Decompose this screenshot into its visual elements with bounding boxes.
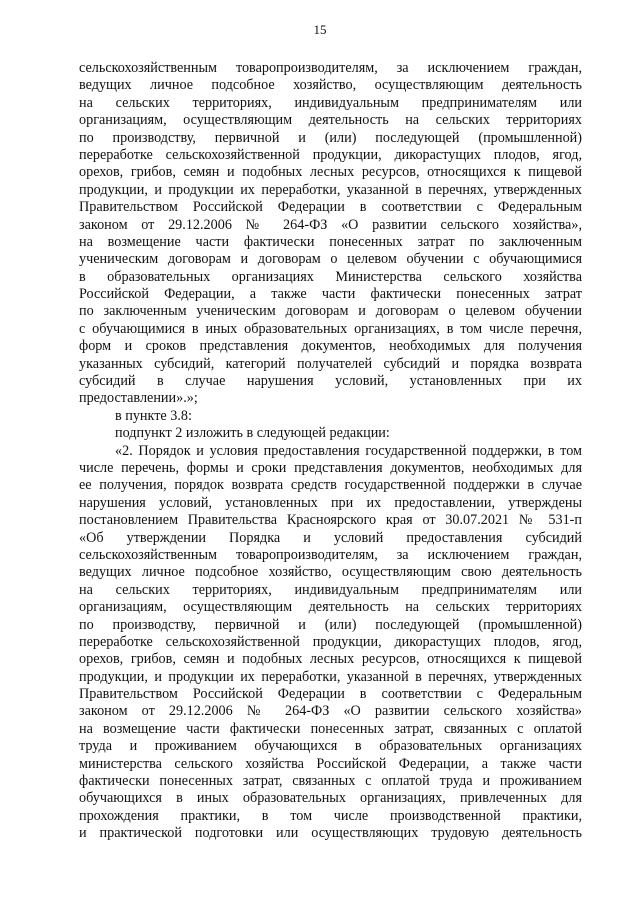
text-line: в пункте 3.8: bbox=[115, 407, 192, 424]
text-line: переработке сельскохозяйственной продукции, дикорастущих плодов, ягод, bbox=[79, 633, 582, 650]
text-line: Правительством Российской Федерации в соответствии с Федеральным bbox=[79, 199, 582, 216]
text-line: прохождения практики, в том числе производственной практики, bbox=[79, 807, 582, 824]
text-line: переработке сельскохозяйственной продукции, дикорастущих плодов, ягод, bbox=[79, 146, 582, 163]
text-line: на сельских территориях, индивидуальным предпринимателям или bbox=[79, 94, 582, 111]
text-line: указанных субсидий, категорий получателей субсидий и порядка возврата bbox=[79, 355, 582, 372]
text-line: на сельских территориях, индивидуальным предпринимателям или bbox=[79, 581, 582, 598]
text-line: Правительством Российской Федерации в соответствии с Федеральным bbox=[79, 686, 582, 703]
text-line: постановлением Правительства Красноярского края от 30.07.2021 № 531-п bbox=[79, 512, 582, 529]
text-line: труда и проживанием обучающихся в образовательных организациях bbox=[79, 738, 582, 755]
text-line: законом от 29.12.2006 № 264-ФЗ «О развитии сельского хозяйства», bbox=[79, 216, 582, 233]
text-line: организациям, осуществляющим деятельность на сельских территориях bbox=[79, 599, 582, 616]
text-line: по производству, первичной и (или) последующей (промышленной) bbox=[79, 616, 582, 633]
text-line: на возмещение части фактически понесенных затрат, связанных с оплатой bbox=[79, 720, 582, 737]
text-line: ее получения, порядок возврата средств государственной поддержки в случае bbox=[79, 477, 582, 494]
text-line: «Об утверждении Порядка и условий предоставления субсидий bbox=[79, 529, 582, 546]
text-line: организациям, осуществляющим деятельность на сельских территориях bbox=[79, 112, 582, 129]
text-line: «2. Порядок и условия предоставления государственной поддержки, в том bbox=[115, 442, 582, 459]
text-line: по заключенным ученическим договорам и договорам о целевом обучении bbox=[79, 303, 582, 320]
text-line: в образовательных организациях Министерства сельского хозяйства bbox=[79, 268, 582, 285]
body-text bbox=[79, 60, 582, 843]
text-line: ученическим договорам и договорам о целевом обучении с обучающимися bbox=[79, 251, 582, 268]
text-line: законом от 29.12.2006 № 264-ФЗ «О развитии сельского хозяйства» bbox=[79, 703, 582, 720]
text-line: по производству, первичной и (или) последующей (промышленной) bbox=[79, 129, 582, 146]
text-line: форм и сроков представления документов, необходимых для получения bbox=[79, 338, 582, 355]
text-line: Российской Федерации, а также части фактически понесенных затрат bbox=[79, 286, 582, 303]
text-line: подпункт 2 изложить в следующей редакции: bbox=[115, 425, 390, 442]
text-line: сельскохозяйственным товаропроизводителям, за исключением граждан, bbox=[79, 546, 582, 563]
text-line: на возмещение части фактически понесенных затрат по заключенным bbox=[79, 233, 582, 250]
text-line: орехов, грибов, семян и подобных лесных ресурсов, относящихся к пищевой bbox=[79, 651, 582, 668]
text-line: орехов, грибов, семян и подобных лесных ресурсов, относящихся к пищевой bbox=[79, 164, 582, 181]
text-line: субсидий в случае нарушения условий, установленных при их bbox=[79, 373, 582, 390]
page-number: 15 bbox=[313, 22, 327, 37]
text-line: нарушения условий, установленных при их предоставлении, утверждены bbox=[79, 494, 582, 511]
text-line: с обучающимися в иных образовательных организациях, в том числе перечня, bbox=[79, 320, 582, 337]
text-line: ведущих личное подсобное хозяйство, осуществляющим деятельность bbox=[79, 77, 582, 94]
text-line: сельскохозяйственным товаропроизводителям, за исключением граждан, bbox=[79, 60, 582, 76]
text-line: продукции, и продукции их переработки, указанной в перечнях, утвержденных bbox=[79, 668, 582, 685]
text-line: ведущих личное подсобное хозяйство, осуществляющим свою деятельность bbox=[79, 564, 582, 581]
text-line: продукции, и продукции их переработки, указанной в перечнях, утвержденных bbox=[79, 181, 582, 198]
text-line: фактически понесенных затрат, связанных с оплатой труда и проживанием bbox=[79, 773, 582, 790]
text-line: и практической подготовки или осуществляющих трудовую деятельность bbox=[79, 825, 582, 842]
text-line: предоставлении».»; bbox=[79, 390, 198, 407]
text-line: обучающихся в иных образовательных организациях, привлеченных для bbox=[79, 790, 582, 807]
text-line: числе перечень, формы и сроки представления документов, необходимых для bbox=[79, 459, 582, 476]
text-line: министерства сельского хозяйства Российской Федерации, а также части bbox=[79, 755, 582, 772]
